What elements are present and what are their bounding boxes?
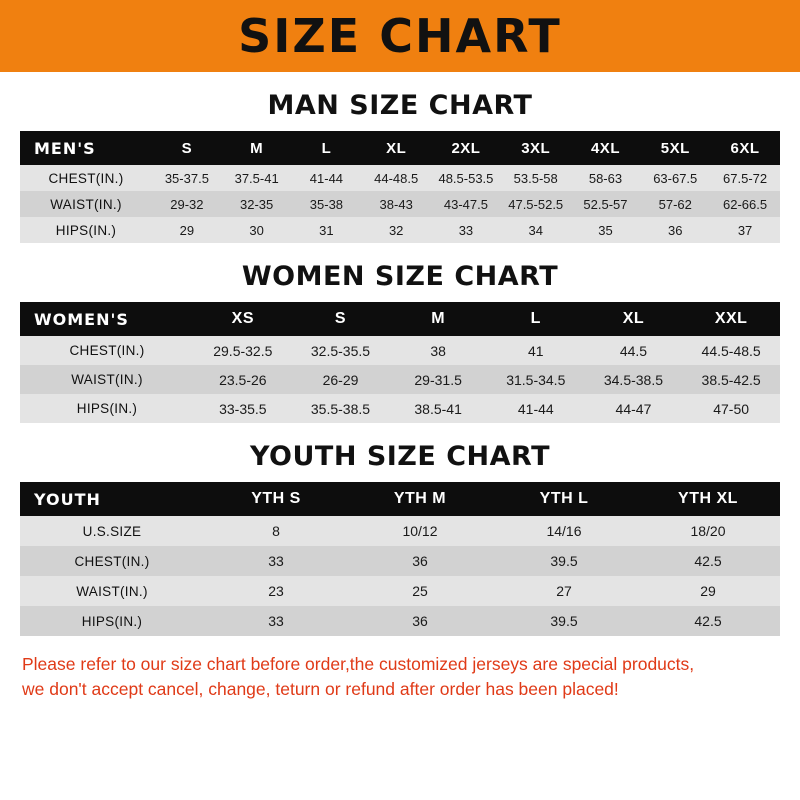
cell: 67.5-72 <box>710 165 780 191</box>
footer-line-1: Please refer to our size chart before order,the customized jerseys are special products, <box>22 654 695 674</box>
page-title: SIZE CHART <box>238 9 562 63</box>
cell: 33 <box>204 606 348 636</box>
cell: 41-44 <box>292 165 362 191</box>
col-header-6xl: 6XL <box>710 131 780 165</box>
cell: 57-62 <box>640 191 710 217</box>
cell: 44.5-48.5 <box>682 336 780 365</box>
col-header-yth-s: YTH S <box>204 482 348 516</box>
col-header-5xl: 5XL <box>640 131 710 165</box>
cell: 38.5-41 <box>389 394 487 423</box>
men-size-table <box>20 131 780 243</box>
table-row <box>20 606 780 636</box>
col-header-2xl: 2XL <box>431 131 501 165</box>
cell: 39.5 <box>492 606 636 636</box>
cell: 44-48.5 <box>361 165 431 191</box>
cell: 35 <box>571 217 641 243</box>
cell: 29 <box>636 576 780 606</box>
row-label: CHEST(IN.) <box>20 546 204 576</box>
col-header-yth-xl: YTH XL <box>636 482 780 516</box>
row-label: WAIST(IN.) <box>20 191 152 217</box>
cell: 23 <box>204 576 348 606</box>
banner <box>0 0 800 72</box>
cell: 36 <box>348 606 492 636</box>
cell: 38.5-42.5 <box>682 365 780 394</box>
row-label: HIPS(IN.) <box>20 394 194 423</box>
cell: 34 <box>501 217 571 243</box>
cell: 14/16 <box>492 516 636 546</box>
col-header-xl: XL <box>361 131 431 165</box>
cell: 8 <box>204 516 348 546</box>
cell: 53.5-58 <box>501 165 571 191</box>
col-header-label: MEN'S <box>20 131 152 165</box>
col-header-yth-l: YTH L <box>492 482 636 516</box>
cell: 32-35 <box>222 191 292 217</box>
section-title-men: MAN SIZE CHART <box>267 90 533 121</box>
cell: 42.5 <box>636 546 780 576</box>
table-header-row <box>20 482 780 516</box>
cell: 31 <box>292 217 362 243</box>
table-row <box>20 165 780 191</box>
table-row <box>20 191 780 217</box>
col-header-label: YOUTH <box>20 482 204 516</box>
cell: 33 <box>204 546 348 576</box>
table-row <box>20 576 780 606</box>
section-youth <box>20 441 780 636</box>
cell: 27 <box>492 576 636 606</box>
cell: 26-29 <box>292 365 390 394</box>
col-header-l: L <box>487 302 585 336</box>
footer-line-2: we don't accept cancel, change, teturn or refund after order has been placed! <box>22 679 619 700</box>
cell: 47-50 <box>682 394 780 423</box>
table-row <box>20 516 780 546</box>
table-row <box>20 336 780 365</box>
col-header-s: S <box>152 131 222 165</box>
cell: 29 <box>152 217 222 243</box>
cell: 37.5-41 <box>222 165 292 191</box>
table-row <box>20 546 780 576</box>
cell: 35-37.5 <box>152 165 222 191</box>
row-label: HIPS(IN.) <box>20 606 204 636</box>
cell: 33-35.5 <box>194 394 292 423</box>
cell: 41-44 <box>487 394 585 423</box>
cell: 63-67.5 <box>640 165 710 191</box>
cell: 48.5-53.5 <box>431 165 501 191</box>
cell: 31.5-34.5 <box>487 365 585 394</box>
row-label: CHEST(IN.) <box>20 336 194 365</box>
section-title-youth: YOUTH SIZE CHART <box>249 441 551 472</box>
cell: 38-43 <box>361 191 431 217</box>
table-row <box>20 217 780 243</box>
youth-size-table <box>20 482 780 636</box>
cell: 32 <box>361 217 431 243</box>
cell: 37 <box>710 217 780 243</box>
cell: 25 <box>348 576 492 606</box>
table-row <box>20 394 780 423</box>
cell: 44.5 <box>585 336 683 365</box>
row-label: CHEST(IN.) <box>20 165 152 191</box>
cell: 58-63 <box>571 165 641 191</box>
row-label: WAIST(IN.) <box>20 365 194 394</box>
table-header-row <box>20 131 780 165</box>
cell: 29-32 <box>152 191 222 217</box>
cell: 43-47.5 <box>431 191 501 217</box>
cell: 36 <box>348 546 492 576</box>
section-title-women: WOMEN SIZE CHART <box>241 261 559 292</box>
cell: 35-38 <box>292 191 362 217</box>
col-header-xxl: XXL <box>682 302 780 336</box>
cell: 47.5-52.5 <box>501 191 571 217</box>
row-label: WAIST(IN.) <box>20 576 204 606</box>
cell: 36 <box>640 217 710 243</box>
women-size-table <box>20 302 780 423</box>
col-header-4xl: 4XL <box>571 131 641 165</box>
col-header-yth-m: YTH M <box>348 482 492 516</box>
cell: 33 <box>431 217 501 243</box>
content <box>0 90 800 636</box>
col-header-m: M <box>389 302 487 336</box>
cell: 35.5-38.5 <box>292 394 390 423</box>
cell: 29-31.5 <box>389 365 487 394</box>
cell: 52.5-57 <box>571 191 641 217</box>
cell: 10/12 <box>348 516 492 546</box>
cell: 41 <box>487 336 585 365</box>
cell: 34.5-38.5 <box>585 365 683 394</box>
col-header-label: WOMEN'S <box>20 302 194 336</box>
cell: 18/20 <box>636 516 780 546</box>
section-men <box>20 90 780 243</box>
row-label: HIPS(IN.) <box>20 217 152 243</box>
table-row <box>20 365 780 394</box>
section-women <box>20 261 780 423</box>
cell: 44-47 <box>585 394 683 423</box>
cell: 23.5-26 <box>194 365 292 394</box>
col-header-xl: XL <box>585 302 683 336</box>
cell: 42.5 <box>636 606 780 636</box>
cell: 30 <box>222 217 292 243</box>
cell: 29.5-32.5 <box>194 336 292 365</box>
cell: 39.5 <box>492 546 636 576</box>
row-label: U.S.SIZE <box>20 516 204 546</box>
col-header-l: L <box>292 131 362 165</box>
cell: 62-66.5 <box>710 191 780 217</box>
footer-note <box>0 652 800 703</box>
col-header-s: S <box>292 302 390 336</box>
col-header-m: M <box>222 131 292 165</box>
cell: 32.5-35.5 <box>292 336 390 365</box>
col-header-xs: XS <box>194 302 292 336</box>
col-header-3xl: 3XL <box>501 131 571 165</box>
table-header-row <box>20 302 780 336</box>
cell: 38 <box>389 336 487 365</box>
